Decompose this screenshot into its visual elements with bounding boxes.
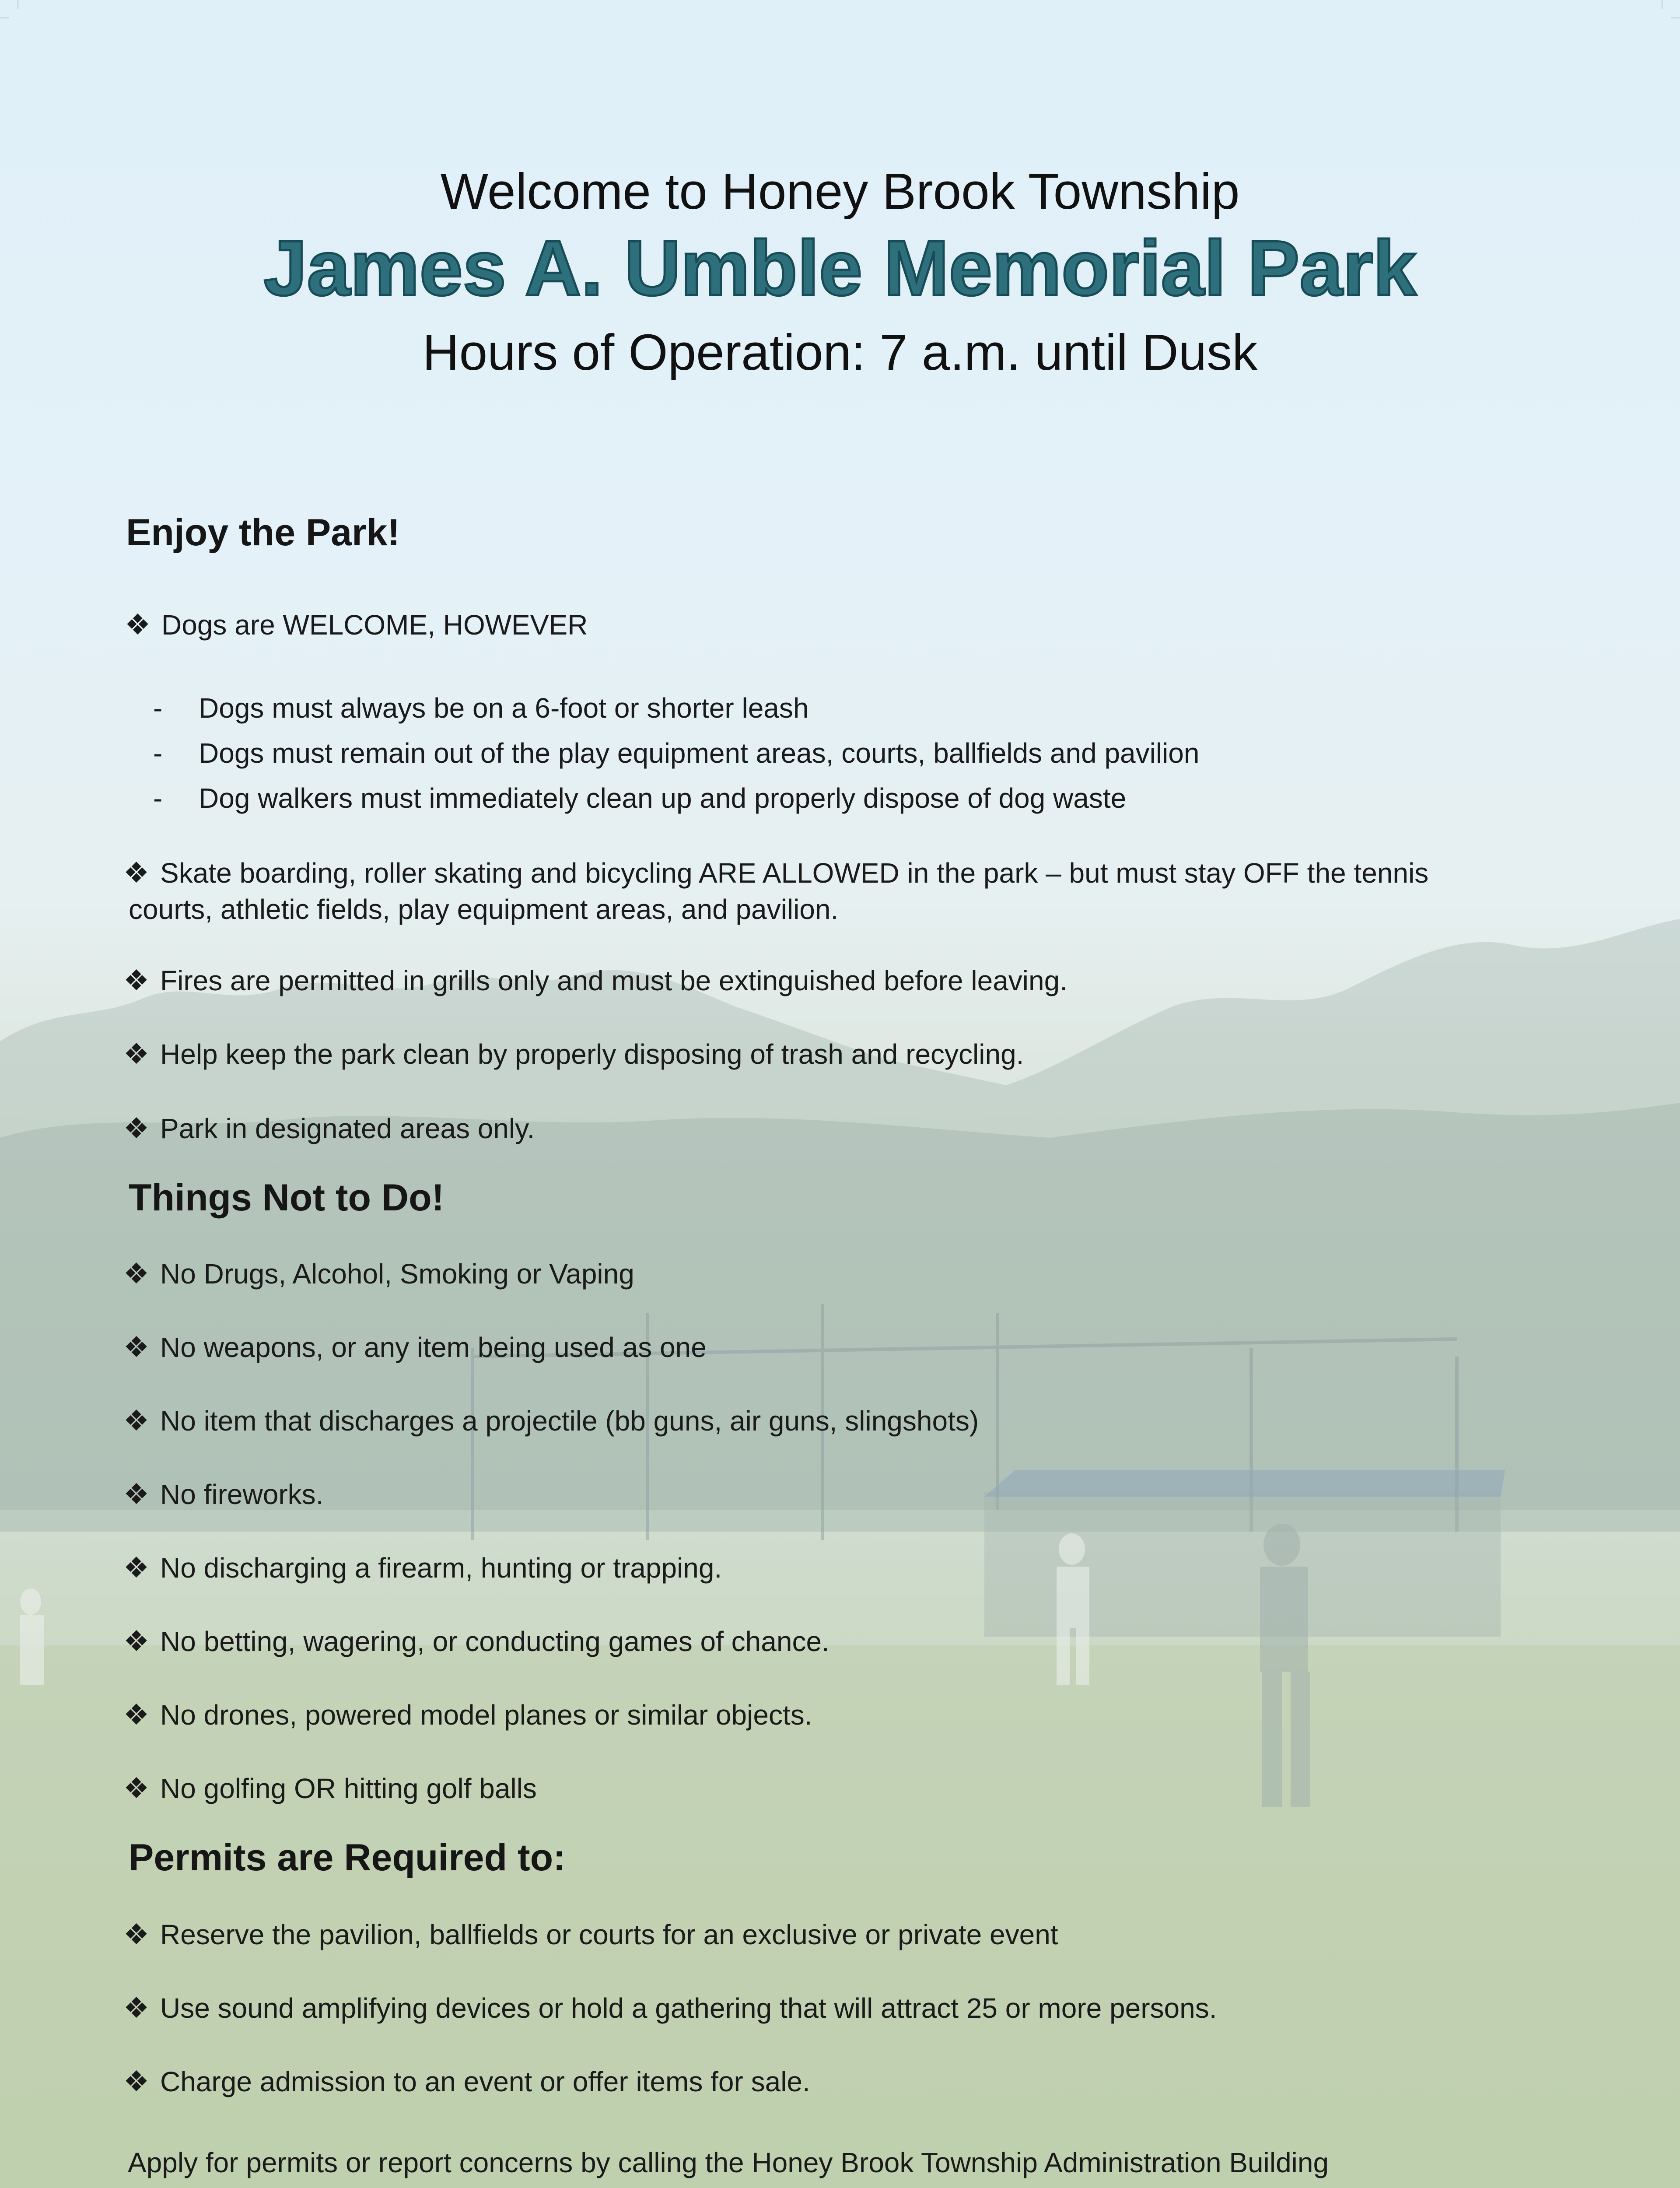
- bullet-item: [123, 1989, 1217, 2027]
- rule-text: No golfing OR hitting golf balls: [160, 1773, 537, 1804]
- permit-text: Reserve the pavilion, ballfields or courts for an exclusive or private event: [160, 1919, 1058, 1950]
- dog-rule-text: Dog walkers must immediately clean up and properly dispose of dog waste: [199, 782, 1127, 814]
- dog-rule-item: [153, 780, 1126, 817]
- skate-text-line1: Skate boarding, roller skating and bicycling ARE ALLOWED in the park – but must stay OFF the tennis: [160, 857, 1429, 889]
- enjoy-item-text: Fires are permitted in grills only and must be extinguished before leaving.: [160, 965, 1068, 996]
- enjoy-item-text: Help keep the park clean by properly disposing of trash and recycling.: [160, 1038, 1024, 1070]
- dash-bullet-icon: -: [153, 692, 163, 724]
- bullet-item: [123, 1696, 812, 1733]
- rule-text: No discharging a firearm, hunting or trapping.: [160, 1552, 722, 1584]
- diamond-bullet-icon: ❖: [123, 1551, 150, 1584]
- bullet-item: [123, 1916, 1058, 1953]
- diamond-bullet-icon: ❖: [123, 856, 150, 889]
- diamond-bullet-icon: ❖: [123, 1331, 150, 1363]
- permits-heading: Permits are Required to:: [129, 1837, 566, 1879]
- diamond-bullet-icon: ❖: [123, 1918, 150, 1950]
- dog-rule-item: [153, 735, 1199, 771]
- dog-rule-text: Dogs must always be on a 6-foot or shorter leash: [199, 692, 809, 724]
- dog-rule-item: [153, 690, 808, 726]
- bullet-item: [123, 1476, 323, 1513]
- welcome-line: Welcome to Honey Brook Township: [440, 163, 1240, 220]
- diamond-bullet-icon: ❖: [123, 1698, 150, 1731]
- diamond-bullet-icon: ❖: [123, 1992, 150, 2024]
- apply-line1: Apply for permits or report concerns by calling the Honey Brook Township Administration Building: [128, 2147, 1329, 2178]
- bullet-item: [123, 1110, 535, 1147]
- bullet-item: [123, 962, 1068, 999]
- bullet-item: [123, 2063, 810, 2100]
- enjoy-heading: Enjoy the Park!: [126, 512, 400, 554]
- rule-text: No Drugs, Alcohol, Smoking or Vaping: [160, 1258, 634, 1290]
- hours-of-operation: Hours of Operation: 7 a.m. until Dusk: [422, 324, 1258, 381]
- diamond-bullet-icon: ❖: [123, 964, 150, 996]
- skate-text-line2: courts, athletic fields, play equipment areas, and pavilion.: [129, 894, 839, 925]
- diamond-bullet-icon: ❖: [123, 1772, 150, 1804]
- bullet-item: [123, 1255, 634, 1292]
- rule-text: No drones, powered model planes or similar objects.: [160, 1699, 812, 1731]
- bullet-item: [125, 606, 588, 643]
- rule-text: No fireworks.: [160, 1479, 324, 1510]
- rule-text: No weapons, or any item being used as one: [160, 1332, 707, 1363]
- rule-text: No betting, wagering, or conducting games of chance.: [160, 1626, 830, 1657]
- bullet-item: [123, 1035, 1024, 1073]
- diamond-bullet-icon: ❖: [123, 1112, 150, 1144]
- permit-text: Use sound amplifying devices or hold a gathering that will attract 25 or more persons.: [160, 1992, 1217, 2024]
- diamond-bullet-icon: ❖: [123, 1404, 150, 1437]
- dash-bullet-icon: -: [153, 782, 163, 814]
- bullet-item: [123, 1329, 707, 1366]
- bullet-item: [123, 1770, 537, 1807]
- diamond-bullet-icon: ❖: [123, 1038, 150, 1070]
- dogs-welcome-text: Dogs are WELCOME, HOWEVER: [161, 609, 588, 641]
- enjoy-item-text: Park in designated areas only.: [160, 1113, 535, 1144]
- diamond-bullet-icon: ❖: [125, 608, 151, 641]
- permit-text: Charge admission to an event or offer items for sale.: [160, 2066, 810, 2097]
- apply-paragraph: [128, 2135, 1572, 2188]
- bullet-item: [123, 854, 1428, 891]
- dash-bullet-icon: -: [153, 737, 163, 769]
- diamond-bullet-icon: ❖: [123, 1257, 150, 1290]
- bullet-item: [123, 1549, 722, 1586]
- diamond-bullet-icon: ❖: [123, 1478, 150, 1510]
- bullet-item: [123, 1402, 979, 1439]
- park-name-title: James A. Umble Memorial Park: [263, 224, 1417, 312]
- rule-text: No item that discharges a projectile (bb guns, air guns, slingshots): [160, 1405, 979, 1437]
- diamond-bullet-icon: ❖: [123, 1625, 150, 1657]
- diamond-bullet-icon: ❖: [123, 2065, 150, 2097]
- not-to-do-heading: Things Not to Do!: [129, 1177, 444, 1219]
- bullet-item: [123, 1623, 830, 1660]
- dog-rule-text: Dogs must remain out of the play equipment areas, courts, ballfields and pavilion: [199, 737, 1200, 769]
